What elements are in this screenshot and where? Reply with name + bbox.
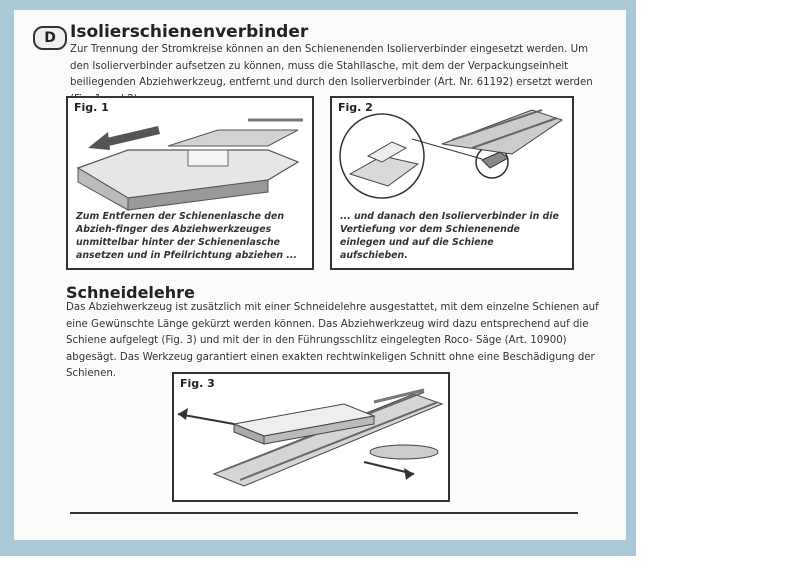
figure-2-label: Fig. 2 [338,101,373,114]
figure-1 [66,96,314,270]
figure-2-caption: ... und danach den Isolierverbinder in die Vertiefung vor dem Schienenende einlegen und auf die Schiene aufschieben. [340,211,559,261]
figure-3 [172,372,450,502]
figure-2 [330,96,574,270]
isolier-paragraph: Zur Trennung der Stromkreise können an den Schienenenden Isolierverbinder eingesetzt werden. Um den Isolierverbinder aufsetzen zu können, muss die Stahllasche, mit dem der Verpackungseinheit beiliegenden Abziehwerkzeug, entfernt und durch den Isolierverbinder (Art. Nr. 61192) ersetzt werden [70,44,593,88]
figure-1-label: Fig. 1 [74,101,109,114]
schneidelehre-title: Schneidelehre [66,283,195,302]
figure-1-caption: Zum Entfernen der Schienenlasche den Abzieh-finger des Abziehwerkzeuges unmittelbar hinter der Schienenlasche ansetzen und in Pfeilrichtung abziehen ... [76,211,297,261]
figure-3-label: Fig. 3 [180,377,215,390]
bottom-rule [70,512,578,514]
schneidelehre-paragraph: Das Abziehwerkzeug ist zusätzlich mit einer Schneidelehre ausgestattet, mit dem einzelne Schienen auf eine Gewünschte Länge gekürzt werden können. Das Abziehwerkzeug wird dazu entsprechend auf die Schiene aufgelegt (Fig. 3) und mit der in den Führungsschlitz eingelegten Roco- Säge (Art. 10900) abgesägt. Das Werkzeug garantiert einen exakten rechtwinkeligen Schnitt ohne eine Beschädigung der Schienen. [66,302,599,379]
figure-1-illustration [68,110,308,220]
figure-3-illustration [174,374,444,494]
figure-2-illustration [332,104,568,214]
instruction-page [14,10,626,540]
isolier-title: Isolierschienenverbinder [70,22,309,42]
section-badge: D [33,26,67,50]
